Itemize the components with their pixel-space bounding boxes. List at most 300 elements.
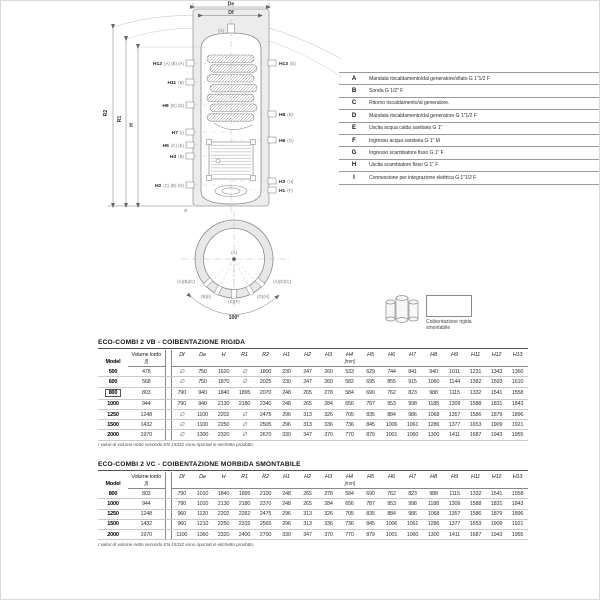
legend-key: G bbox=[351, 150, 357, 157]
model-value: 500 bbox=[108, 368, 118, 375]
dim-cell: 940 bbox=[192, 399, 213, 409]
dim-cell: 370 bbox=[318, 430, 339, 440]
dim-cell: 1210 bbox=[192, 519, 213, 529]
model-cell bbox=[98, 509, 128, 519]
col-header-dim: H1 bbox=[283, 473, 290, 480]
dim-cell: 1558 bbox=[507, 489, 528, 499]
topview-ports-left-inner: (B)(I) bbox=[201, 294, 211, 299]
dim-cell: 248 bbox=[276, 499, 297, 509]
dim-cell: 1011 bbox=[444, 367, 465, 377]
dim-cell: 1687 bbox=[465, 529, 486, 539]
connection-legend bbox=[339, 72, 600, 185]
dim-cell: 1286 bbox=[423, 519, 444, 529]
dim-cell: 347 bbox=[297, 430, 318, 440]
dim-cell: 940 bbox=[192, 387, 213, 399]
dim-cell: 330 bbox=[276, 529, 297, 539]
col-header-dim: H9 bbox=[451, 351, 458, 358]
volume-cell: 803 bbox=[128, 387, 165, 399]
model-cell bbox=[98, 399, 128, 409]
legend-key: A bbox=[351, 75, 357, 82]
model-cell bbox=[98, 499, 128, 509]
dim-cell: 1382 bbox=[465, 377, 486, 387]
dim-cell: 2505 bbox=[255, 420, 276, 430]
dim-cell: 2475 bbox=[255, 509, 276, 519]
col-header-model: Model bbox=[105, 359, 121, 366]
legend-key: I bbox=[353, 174, 355, 181]
volume-cell: 944 bbox=[128, 399, 165, 409]
dim-baseline-zero: 0 bbox=[184, 209, 187, 214]
dim-cell: 336 bbox=[318, 420, 339, 430]
dim-cell: 845 bbox=[360, 519, 381, 529]
dim-cell: 1100 bbox=[171, 529, 192, 539]
dim-cell: 1653 bbox=[465, 519, 486, 529]
col-header-dim: H2 bbox=[304, 473, 311, 480]
dim-cell: 1006 bbox=[381, 519, 402, 529]
legend-row bbox=[339, 110, 600, 122]
dim-cell: 1588 bbox=[465, 399, 486, 409]
dim-cell: ∅ bbox=[171, 367, 192, 377]
table-title: ECO-COMBI 2 VC - COIBENTAZIONE MORBIDA SMONTABILE bbox=[98, 461, 528, 471]
insulation-note bbox=[384, 293, 534, 343]
legend-text: Ritorno riscaldamento/al generatore. bbox=[369, 100, 450, 107]
dim-cell: 2320 bbox=[213, 529, 234, 539]
volume-cell: 1432 bbox=[128, 420, 165, 430]
dim-cell: 1896 bbox=[507, 509, 528, 519]
dim-cell: 1921 bbox=[507, 519, 528, 529]
dim-cell: 278 bbox=[318, 387, 339, 399]
dim-cell: 2202 bbox=[213, 409, 234, 419]
dim-cell: 1840 bbox=[213, 387, 234, 399]
dim-cell: 841 bbox=[402, 367, 423, 377]
dim-cell: 1061 bbox=[402, 519, 423, 529]
dim-cell: 988 bbox=[423, 387, 444, 399]
col-header-dim: R1 bbox=[241, 351, 248, 358]
model-cell bbox=[98, 387, 128, 399]
dim-cell: 1188 bbox=[423, 499, 444, 509]
dim-cell: 790 bbox=[171, 489, 192, 499]
volume-cell: 1248 bbox=[128, 509, 165, 519]
dim-cell: 770 bbox=[339, 430, 360, 440]
tank-section-diagram bbox=[96, 1, 346, 217]
col-header-dim: H7 bbox=[409, 351, 416, 358]
dim-cell: 1360 bbox=[507, 367, 528, 377]
volume-cell: 1248 bbox=[128, 409, 165, 419]
col-header-dim: H7 bbox=[409, 473, 416, 480]
dim-cell: 2180 bbox=[234, 499, 255, 509]
col-header-model: Model bbox=[105, 481, 121, 488]
insulation-shells-icon bbox=[384, 293, 422, 325]
col-header-dim: H12 bbox=[491, 351, 502, 358]
dim-cell: 986 bbox=[402, 409, 423, 419]
legend-row bbox=[339, 160, 600, 172]
volume-unit: [l] bbox=[128, 359, 165, 367]
dim-cell: 750 bbox=[192, 377, 213, 387]
col-header-dim: Df bbox=[179, 351, 185, 358]
volume-cell: 478 bbox=[128, 367, 165, 377]
dim-cell: 1541 bbox=[486, 387, 507, 399]
dim-cell: 533 bbox=[339, 367, 360, 377]
dim-cell: 260 bbox=[318, 367, 339, 377]
dim-cell: ∅ bbox=[171, 409, 192, 419]
tank-top-view bbox=[151, 211, 326, 353]
dim-cell: 960 bbox=[171, 519, 192, 529]
port-label-h3: H3 (H) bbox=[279, 179, 294, 185]
col-header-volume: Volume lordo bbox=[131, 352, 162, 359]
dim-cell: 1010 bbox=[192, 489, 213, 499]
col-header-dim: H4 bbox=[346, 473, 353, 480]
dim-df: Df bbox=[228, 10, 234, 16]
dim-cell: 284 bbox=[318, 399, 339, 409]
legend-text: Mandata riscaldamento/dal generatore/sfiato G 1"1/2 F bbox=[369, 75, 490, 82]
dim-cell: 750 bbox=[192, 367, 213, 377]
dim-r2: R2 bbox=[103, 109, 109, 117]
model-cell bbox=[98, 430, 128, 440]
dim-cell: 1231 bbox=[465, 367, 486, 377]
port-label-h2: H2 (C) (B) (G) bbox=[155, 183, 184, 189]
dim-cell: 790 bbox=[171, 387, 192, 399]
col-header-dim: De bbox=[199, 351, 206, 358]
col-header-dim: H11 bbox=[470, 351, 481, 358]
model-value: 600 bbox=[108, 378, 118, 385]
dim-cell: 762 bbox=[381, 387, 402, 399]
dim-cell: 1060 bbox=[423, 377, 444, 387]
dim-cell: 2180 bbox=[234, 399, 255, 409]
dim-cell: 1620 bbox=[213, 367, 234, 377]
model-cell bbox=[98, 409, 128, 419]
legend-row bbox=[339, 135, 600, 147]
table-row bbox=[98, 430, 528, 440]
volume-cell: 944 bbox=[128, 499, 165, 509]
legend-row bbox=[339, 172, 600, 184]
dim-cell: 986 bbox=[402, 509, 423, 519]
model-value: 1250 bbox=[107, 511, 119, 518]
dim-cell: ∅ bbox=[234, 409, 255, 419]
col-header-dim: H5 bbox=[367, 473, 374, 480]
dim-cell: 2700 bbox=[255, 529, 276, 539]
col-header-dim: H1 bbox=[283, 351, 290, 358]
dim-cell: 278 bbox=[318, 489, 339, 499]
dim-cell: ∅ bbox=[234, 377, 255, 387]
dim-cell: 1357 bbox=[444, 509, 465, 519]
dim-cell: 988 bbox=[423, 489, 444, 499]
dim-cell: 1061 bbox=[402, 420, 423, 430]
col-header-dim: H9 bbox=[451, 473, 458, 480]
dim-cell: 1879 bbox=[486, 509, 507, 519]
model-cell bbox=[98, 367, 128, 377]
table-row bbox=[98, 367, 528, 377]
dim-cell: 705 bbox=[339, 509, 360, 519]
port-label-h1: H1 (F) bbox=[279, 188, 293, 194]
table-footnote: I valori di volume netto secondo EN 15332 sono riportati in etichetta prodotto. bbox=[98, 542, 255, 548]
dim-cell: 2202 bbox=[213, 509, 234, 519]
dim-cell: 656 bbox=[339, 499, 360, 509]
dim-cell: 265 bbox=[297, 499, 318, 509]
dim-cell: 656 bbox=[339, 399, 360, 409]
dim-cell: 1309 bbox=[444, 499, 465, 509]
dim-cell: 953 bbox=[381, 399, 402, 409]
dim-cell: 2250 bbox=[213, 519, 234, 529]
dim-cell: 1541 bbox=[486, 489, 507, 499]
dim-cell: 1360 bbox=[192, 529, 213, 539]
dim-cell: 1831 bbox=[486, 399, 507, 409]
model-cell bbox=[98, 420, 128, 430]
dim-cell: 790 bbox=[171, 399, 192, 409]
dim-cell: 326 bbox=[318, 509, 339, 519]
legend-text: Uscita acqua calda sanitaria G 1" bbox=[369, 125, 443, 132]
dim-cell: 1870 bbox=[213, 377, 234, 387]
port-label-h4: H4 (B) bbox=[169, 154, 184, 160]
col-header-dim: H13 bbox=[512, 473, 523, 480]
angle-label: 100° bbox=[228, 315, 240, 321]
col-header-dim: R2 bbox=[262, 351, 269, 358]
legend-key: C bbox=[351, 100, 357, 107]
volume-unit: [l] bbox=[128, 481, 165, 489]
dim-cell: ∅ bbox=[171, 377, 192, 387]
dim-cell: 915 bbox=[402, 377, 423, 387]
dim-cell: 313 bbox=[297, 519, 318, 529]
dim-cell: 762 bbox=[381, 489, 402, 499]
dim-cell: 2670 bbox=[255, 430, 276, 440]
dim-cell: 1343 bbox=[486, 367, 507, 377]
dim-cell: 940 bbox=[423, 367, 444, 377]
volume-cell: 568 bbox=[128, 377, 165, 387]
legend-row bbox=[339, 147, 600, 159]
col-header-dim: H13 bbox=[512, 351, 523, 358]
topview-center-dot bbox=[232, 257, 236, 261]
dim-cell: 2025 bbox=[255, 377, 276, 387]
port-label-h7: H7 (I) bbox=[171, 130, 184, 136]
dim-cell: 230 bbox=[276, 377, 297, 387]
dim-cell: 1115 bbox=[444, 387, 465, 399]
model-cell bbox=[98, 529, 128, 539]
dim-cell: 260 bbox=[318, 377, 339, 387]
insulation-note-text: Coibentazione rigida smontabile bbox=[426, 319, 472, 332]
model-value: 1500 bbox=[107, 421, 119, 428]
dim-cell: 998 bbox=[402, 399, 423, 409]
dim-cell: 248 bbox=[276, 489, 297, 499]
dim-cell: 2262 bbox=[234, 509, 255, 519]
dim-cell: 2100 bbox=[255, 489, 276, 499]
top-port-label: (A) bbox=[218, 28, 224, 33]
col-header-dim: H2 bbox=[304, 351, 311, 358]
dim-cell: 790 bbox=[171, 499, 192, 509]
model-value: 1000 bbox=[107, 401, 119, 408]
dim-cell: 1001 bbox=[381, 430, 402, 440]
dim-cell: 284 bbox=[318, 499, 339, 509]
dim-cell: 1060 bbox=[402, 430, 423, 440]
dim-cell: 336 bbox=[318, 519, 339, 529]
dim-cell: 1687 bbox=[465, 430, 486, 440]
port-label-h13: H13 (E) bbox=[279, 61, 296, 67]
dim-cell: 296 bbox=[276, 509, 297, 519]
legend-text: Sonda G 1/2" F bbox=[369, 88, 404, 95]
dim-cell: 787 bbox=[360, 499, 381, 509]
dim-r1: R1 bbox=[117, 115, 123, 123]
volume-cell: 1970 bbox=[128, 430, 165, 440]
table-row bbox=[98, 489, 528, 499]
dim-cell: 2475 bbox=[255, 409, 276, 419]
dim-cell: 248 bbox=[276, 387, 297, 399]
dim-cell: 1840 bbox=[213, 489, 234, 499]
topview-center-label: (A) bbox=[231, 250, 237, 255]
dim-cell: 230 bbox=[276, 367, 297, 377]
dim-cell: 1332 bbox=[465, 387, 486, 399]
legend-key: D bbox=[351, 112, 357, 119]
table-row bbox=[98, 499, 528, 509]
dim-cell: 1300 bbox=[423, 529, 444, 539]
dim-cell: 1921 bbox=[507, 420, 528, 430]
col-header-dim: H6 bbox=[388, 473, 395, 480]
dim-cell: 584 bbox=[339, 489, 360, 499]
dim-cell: 884 bbox=[381, 409, 402, 419]
col-header-volume: Volume lordo bbox=[131, 474, 162, 481]
dim-unit: [mm] bbox=[171, 359, 528, 367]
port-label-h5: H5 (C) (E) bbox=[162, 143, 184, 149]
dim-cell: 584 bbox=[339, 387, 360, 399]
topview-ports-left-outer: (A)(B)(C) bbox=[177, 279, 195, 284]
model-value: 800 bbox=[105, 389, 122, 397]
dim-cell: 1586 bbox=[465, 509, 486, 519]
dim-cell: 1896 bbox=[507, 409, 528, 419]
dim-cell: 313 bbox=[297, 409, 318, 419]
dim-cell: 2250 bbox=[213, 420, 234, 430]
top-port-stub bbox=[228, 24, 235, 33]
dim-cell: 629 bbox=[360, 367, 381, 377]
dim-cell: 2565 bbox=[255, 519, 276, 529]
dim-cell: 582 bbox=[339, 377, 360, 387]
dim-cell: 248 bbox=[276, 399, 297, 409]
dim-cell: 313 bbox=[297, 509, 318, 519]
dim-cell: 855 bbox=[381, 377, 402, 387]
col-header-dim: Df bbox=[179, 473, 185, 480]
dim-cell: 1010 bbox=[192, 499, 213, 509]
dim-cell: 1411 bbox=[444, 529, 465, 539]
dim-cell: 265 bbox=[297, 489, 318, 499]
dim-cell: 1300 bbox=[423, 430, 444, 440]
dim-cell: 879 bbox=[360, 529, 381, 539]
dim-cell: 370 bbox=[318, 529, 339, 539]
legend-row bbox=[339, 123, 600, 135]
model-value: 1250 bbox=[107, 411, 119, 418]
dim-cell: 1843 bbox=[507, 499, 528, 509]
dim-cell: 879 bbox=[360, 430, 381, 440]
dim-cell: 744 bbox=[381, 367, 402, 377]
spec-table bbox=[98, 350, 528, 441]
dim-cell: 1895 bbox=[234, 387, 255, 399]
dim-cell: 265 bbox=[297, 387, 318, 399]
col-header-dim: H11 bbox=[470, 473, 481, 480]
topview-ports-bottom: (E)(F) bbox=[228, 299, 240, 304]
model-value: 800 bbox=[108, 490, 118, 497]
dim-cell: 2130 bbox=[213, 399, 234, 409]
dim-cell: 953 bbox=[381, 499, 402, 509]
legend-key: F bbox=[352, 137, 356, 144]
dim-cell: 1357 bbox=[444, 409, 465, 419]
table-footnote: I valori di volume netto secondo EN 15332 sono riportati in etichetta prodotto. bbox=[98, 443, 255, 448]
dim-cell: 247 bbox=[297, 367, 318, 377]
dim-cell: 1610 bbox=[507, 377, 528, 387]
legend-row bbox=[339, 85, 600, 97]
dim-cell: 326 bbox=[318, 409, 339, 419]
model-value: 2000 bbox=[107, 431, 119, 438]
col-header-dim: H4 bbox=[346, 351, 353, 358]
dim-cell: 1411 bbox=[444, 430, 465, 440]
dim-unit: [mm] bbox=[171, 481, 528, 489]
col-header-dim: R2 bbox=[262, 473, 269, 480]
dim-cell: 695 bbox=[360, 377, 381, 387]
port-label-h9: H9 (D) (D) bbox=[162, 103, 184, 109]
dim-cell: 2070 bbox=[255, 387, 276, 399]
table-row bbox=[98, 509, 528, 519]
dim-cell: 296 bbox=[276, 519, 297, 529]
dim-cell: ∅ bbox=[171, 430, 192, 440]
dim-cell: 823 bbox=[402, 387, 423, 399]
dim-cell: 1120 bbox=[192, 509, 213, 519]
dim-cell: 1286 bbox=[423, 420, 444, 430]
model-value: 1000 bbox=[107, 500, 119, 507]
dim-cell: 835 bbox=[360, 409, 381, 419]
col-header-dim: H5 bbox=[367, 351, 374, 358]
col-header-dim: H6 bbox=[388, 351, 395, 358]
dim-cell: 1588 bbox=[465, 499, 486, 509]
port-label-h12: H12 (A) (B) (A) bbox=[153, 61, 184, 67]
dim-cell: 1001 bbox=[381, 529, 402, 539]
table-row bbox=[98, 409, 528, 419]
col-header-dim: De bbox=[199, 473, 206, 480]
dim-cell: 1300 bbox=[192, 430, 213, 440]
dim-cell: 1309 bbox=[444, 399, 465, 409]
table-row bbox=[98, 529, 528, 539]
dim-cell: 2320 bbox=[213, 430, 234, 440]
dim-cell: 736 bbox=[339, 519, 360, 529]
legend-key: B bbox=[351, 88, 357, 95]
dim-cell: 1068 bbox=[423, 509, 444, 519]
col-header-dim: H8 bbox=[430, 351, 437, 358]
dim-cell: 1100 bbox=[192, 420, 213, 430]
legend-key: H bbox=[351, 162, 357, 169]
dim-cell: 313 bbox=[297, 420, 318, 430]
dim-cell: 823 bbox=[402, 489, 423, 499]
dim-cell: 1843 bbox=[507, 399, 528, 409]
dim-cell: 1332 bbox=[465, 489, 486, 499]
dim-cell: 247 bbox=[297, 377, 318, 387]
col-header-dim: H3 bbox=[325, 351, 332, 358]
dim-cell: 835 bbox=[360, 509, 381, 519]
topview-ports-right-inner: (G)(H) bbox=[257, 294, 270, 299]
col-header-dim: H bbox=[221, 473, 226, 480]
dim-cell: 2130 bbox=[213, 499, 234, 509]
dim-cell: 1188 bbox=[423, 399, 444, 409]
legend-key: E bbox=[351, 125, 356, 132]
volume-cell: 1970 bbox=[128, 529, 165, 539]
port-label-h8: H8 (B) bbox=[279, 112, 294, 118]
dim-de: De bbox=[227, 1, 235, 8]
model-cell bbox=[98, 519, 128, 529]
dim-cell: 884 bbox=[381, 509, 402, 519]
dim-cell: 1115 bbox=[444, 489, 465, 499]
dim-cell: 1943 bbox=[486, 430, 507, 440]
dim-cell: 1800 bbox=[255, 367, 276, 377]
dim-cell: 347 bbox=[297, 529, 318, 539]
spec-table bbox=[98, 472, 528, 540]
dim-cell: 1377 bbox=[444, 519, 465, 529]
legend-text: Mandata riscaldamento/dal generatore G 1"1/2 F bbox=[369, 112, 477, 119]
col-header-dim: H3 bbox=[325, 473, 332, 480]
port-label-h11: H11 (B) bbox=[167, 80, 184, 86]
table-row bbox=[98, 387, 528, 399]
dim-cell: 845 bbox=[360, 420, 381, 430]
legend-row bbox=[339, 98, 600, 110]
